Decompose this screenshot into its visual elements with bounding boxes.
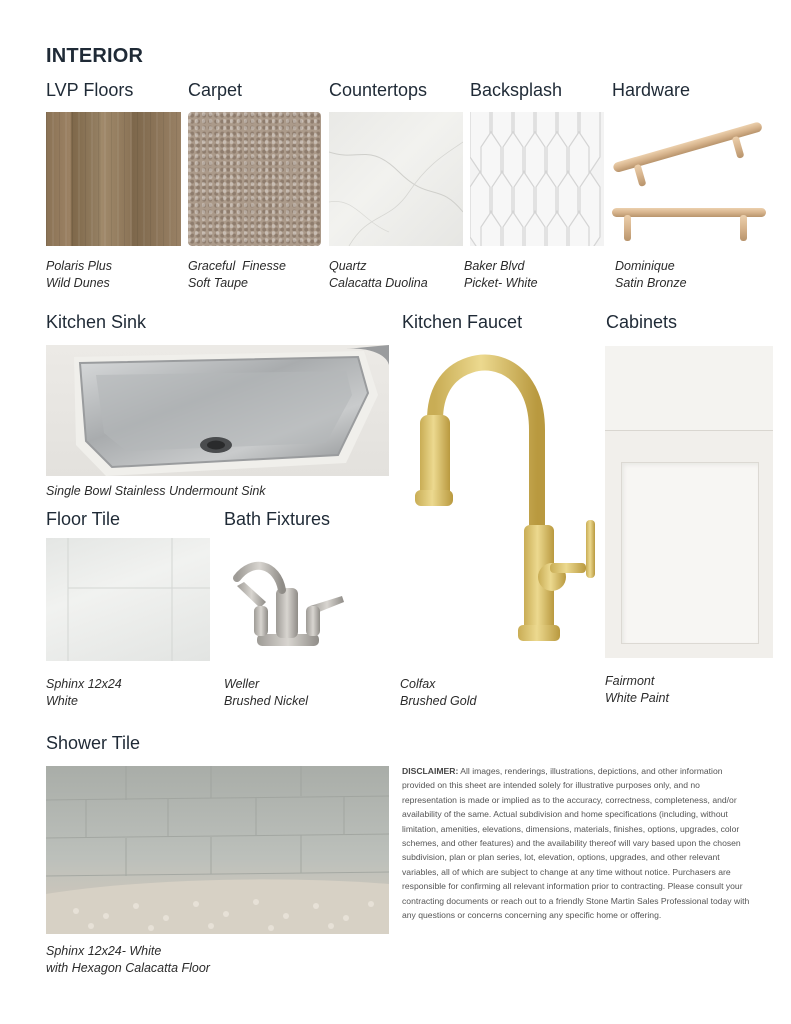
backsplash-swatch [470,112,604,246]
lvp-color-name: Wild Dunes [46,276,110,290]
hardware-pulls-image [610,112,768,246]
backsplash-color-name: Picket- White [464,276,538,290]
floor-tile-color-name: White [46,694,78,708]
heading-shower-tile: Shower Tile [46,733,141,753]
kitchen-sink-caption: Single Bowl Stainless Undermount Sink [46,484,266,498]
cabinets-caption [605,673,669,707]
heading-bath-fixtures: Bath Fixtures [224,509,331,529]
hardware-product-name: Dominique [615,259,675,273]
faucet-icon [400,345,600,655]
tile-grid-pattern [46,538,210,661]
carpet-product-name: Graceful Finesse [188,259,286,273]
carpet-swatch [188,112,321,246]
shower-tile-floor-name: with Hexagon Calacatta Floor [46,961,210,975]
disclaimer-label: DISCLAIMER: [402,766,459,776]
countertops-color-name: Calacatta Duolina [329,276,428,290]
carpet-color-name: Soft Taupe [188,276,249,290]
bath-fixtures-product-name: Weller [224,677,260,691]
cabinet-drawer-front [605,346,773,431]
floor-tile-product-name: Sphinx 12x24 [46,677,122,691]
countertops-material: Quartz [329,259,367,273]
heading-kitchen-faucet: Kitchen Faucet [402,312,523,332]
kitchen-faucet-caption [400,676,476,710]
cabinets-style-name: Fairmont [605,674,655,688]
bath-fixture-image [222,548,352,658]
heading-kitchen-sink: Kitchen Sink [46,312,147,332]
kitchen-faucet-image [400,345,600,655]
shower-tile-image [46,766,389,934]
heading-cabinets: Cabinets [606,312,678,332]
picket-tile-pattern [470,112,604,246]
carpet-caption [188,258,286,292]
page-title: INTERIOR [46,45,144,67]
backsplash-product-name: Baker Blvd [464,259,525,273]
floor-tile-caption [46,676,122,710]
cabinet-door-panel [621,462,759,644]
heading-lvp-floors: LVP Floors [46,80,134,100]
countertops-caption [329,258,428,292]
bathroom-faucet-icon [222,548,352,658]
disclaimer-text: All images, renderings, illustrations, depictions, and other information provided on this sheet are intended solely for illustrative purposes only, and no representation is made or implied as to the accuracy, correctness, completeness, and/or availability of the same. Actual subdivision and home specifications (including, without limitation, amenities, elevations, dimensions, materials, finishes, options, upgrades, color schemes, and other features) and the availability thereof will vary based upon the chosen subdivision, plan or plan series, lot, elevation, options, upgrades, and other relevant variables, all of which are subject to change at any time without notice. Purchasers are responsible for confirming all relevant information prior to contracting. Please consult your contracting documents or reach out to a friendly Stone Martin Sales Professional today with any questions or concerns concerning any specific home or offering. [402,766,750,921]
hardware-finish-name: Satin Bronze [615,276,687,290]
kitchen-faucet-product-name: Colfax [400,677,436,691]
shower-tile-caption [46,943,210,977]
backsplash-caption [464,258,538,292]
heading-countertops: Countertops [329,80,428,100]
cabinets-finish-name: White Paint [605,691,669,705]
lvp-caption [46,258,112,292]
bath-fixtures-caption [224,676,308,710]
floor-tile-swatch [46,538,210,661]
lvp-floor-swatch [46,112,181,246]
heading-backsplash: Backsplash [470,80,563,100]
quartz-vein-pattern [329,112,463,246]
disclaimer [402,764,752,922]
cabinet-pull-icon [610,112,768,246]
lvp-product-name: Polaris Plus [46,259,112,273]
kitchen-faucet-finish-name: Brushed Gold [400,694,477,708]
heading-carpet: Carpet [188,80,243,100]
sink-icon [46,345,389,476]
heading-hardware: Hardware [612,80,691,100]
bath-fixtures-finish-name: Brushed Nickel [224,694,309,708]
kitchen-sink-image [46,345,389,476]
countertop-swatch [329,112,463,246]
shower-tile-pattern [46,766,389,934]
hardware-caption [615,258,687,292]
cabinet-door-image [605,346,773,658]
heading-floor-tile: Floor Tile [46,509,121,529]
shower-tile-product-name: Sphinx 12x24- White [46,944,162,958]
